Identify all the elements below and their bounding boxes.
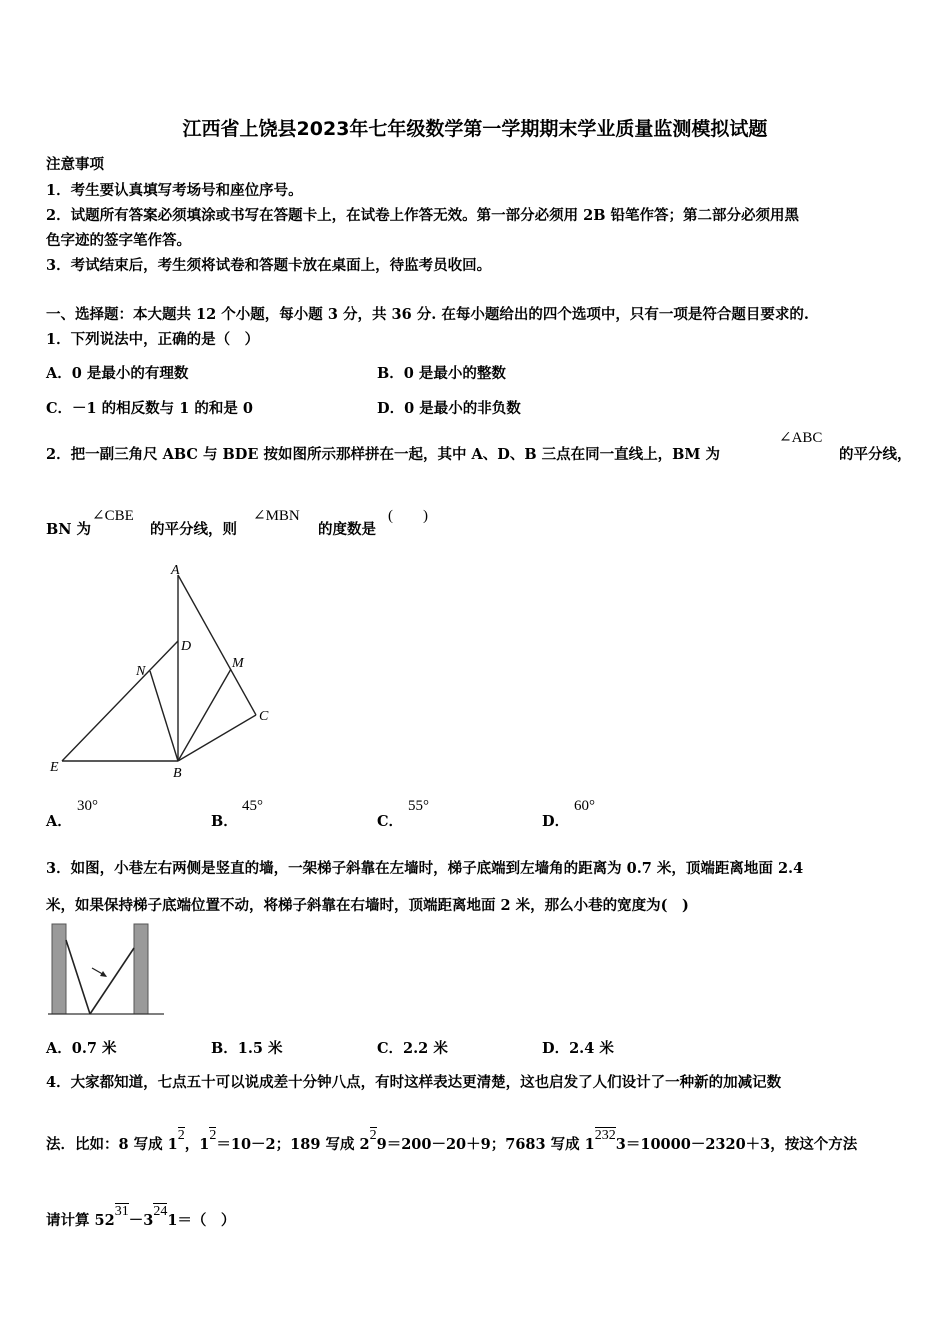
- notice-heading: 注意事项: [46, 156, 104, 173]
- q2-option-b-letter: B．: [211, 813, 238, 830]
- q3-option-c: C．2.2 米: [377, 1040, 448, 1057]
- overline-digit: 2: [209, 1128, 217, 1143]
- text-part: 法．比如：8 写成 1: [46, 1136, 178, 1153]
- question-4-line1: 4．大家都知道，七点五十可以说成差十分钟八点，有时这样表达更清楚，这也启发了人们设计了一种新的加减记数: [46, 1074, 782, 1091]
- text-part: 9＝200－20＋9；7683 写成 1: [376, 1136, 595, 1153]
- text-part: －3: [128, 1212, 154, 1229]
- q2-option-a-value: 30°: [77, 798, 98, 814]
- overline-digit: 2: [177, 1128, 185, 1143]
- label-n: N: [136, 664, 146, 679]
- q2-option-c-letter: C．: [377, 813, 404, 830]
- question-3-line1: 3．如图，小巷左右两侧是竖直的墙，一架梯子斜靠在左墙时，梯子底端到左墙角的距离为 0.7 米，顶端距离地面 2.4: [46, 860, 804, 877]
- left-wall: [52, 924, 66, 1014]
- right-wall: [134, 924, 148, 1014]
- page-title: 江西省上饶县2023年七年级数学第一学期期末学业质量监测模拟试题: [182, 118, 768, 140]
- q1-option-a: A．0 是最小的有理数: [46, 365, 189, 382]
- label-b: B: [173, 766, 182, 781]
- label-m: M: [232, 656, 244, 671]
- ladder-left: [66, 940, 90, 1014]
- notice-item: 2．试题所有答案必须填涂或书写在答题卡上，在试卷上作答无效。第一部分必须用 2B 铅笔作答；第二部分必须用黑: [46, 207, 800, 224]
- segment-bn: [150, 671, 178, 761]
- label-a: A: [171, 563, 180, 578]
- overline-digit: 2: [369, 1128, 377, 1143]
- q2-option-d-value: 60°: [574, 798, 595, 814]
- angle-mbn: ∠MBN: [253, 508, 300, 524]
- overline-digit: 232: [594, 1128, 616, 1143]
- segment-cb: [178, 715, 256, 761]
- label-d: D: [181, 639, 192, 654]
- q2-option-d-letter: D．: [542, 813, 570, 830]
- question-4-line3: [46, 1204, 236, 1230]
- arrow-head-icon: [100, 971, 107, 977]
- q3-option-a: A．0.7 米: [46, 1040, 117, 1057]
- section-heading: 一、选择题：本大题共 12 个小题，每小题 3 分，共 36 分. 在每小题给出的四个选项中，只有一项是符合题目要求的.: [46, 306, 809, 323]
- q1-option-b: B．0 是最小的整数: [377, 365, 506, 382]
- segment-bm: [178, 669, 231, 761]
- angle-cbe: ∠CBE: [92, 508, 134, 524]
- q1-option-c: C．－1 的相反数与 1 的和是 0: [46, 400, 253, 417]
- question-2-line2-end: 的度数是: [318, 521, 376, 538]
- answer-paren: ( ): [388, 508, 428, 524]
- angle-abc: ∠ABC: [779, 430, 823, 446]
- label-e: E: [50, 760, 59, 775]
- text-part: ＝10－2；189 写成 2: [216, 1136, 370, 1153]
- notice-item: 1．考生要认真填写考场号和座位序号。: [46, 182, 303, 199]
- q3-option-b: B．1.5 米: [211, 1040, 283, 1057]
- ladder-right: [90, 948, 134, 1014]
- text-part: ，1: [184, 1136, 210, 1153]
- q3-option-d: D．2.4 米: [542, 1040, 614, 1057]
- notice-item: 色字迹的签字笔作答。: [46, 232, 191, 249]
- segment-ed: [62, 641, 178, 761]
- question-2-line2: BN 为: [46, 521, 92, 538]
- q2-option-a-letter: A．: [46, 813, 72, 830]
- question-2-line1: 2．把一副三角尺 ABC 与 BDE 按如图所示那样拼在一起，其中 A、D、B 三点在同一直线上，BM 为: [46, 446, 721, 463]
- question-2-line2-mid: 的平分线，则: [150, 521, 237, 538]
- overline-digit: 31: [114, 1204, 129, 1219]
- text-part: 3＝10000－2320＋3，按这个方法: [615, 1136, 858, 1153]
- question-3-line2: 米，如果保持梯子底端位置不动，将梯子斜靠在右墙时，顶端距离地面 2 米，那么小巷的宽度为( ): [46, 897, 689, 914]
- text-part: 1＝（ ）: [167, 1212, 236, 1229]
- question-1-stem: 1．下列说法中，正确的是（ ）: [46, 331, 260, 348]
- q2-option-c-value: 55°: [408, 798, 429, 814]
- question-4-line2: [46, 1128, 858, 1154]
- question-2-line1-end: 的平分线，: [839, 446, 912, 463]
- q2-option-b-value: 45°: [242, 798, 263, 814]
- alley-ladder-figure: [44, 920, 168, 1018]
- overline-digit: 24: [153, 1204, 168, 1219]
- triangle-figure: [40, 555, 280, 785]
- label-c: C: [259, 709, 269, 724]
- text-part: 请计算 52: [46, 1212, 115, 1229]
- notice-item: 3．考试结束后，考生须将试卷和答题卡放在桌面上，待监考员收回。: [46, 257, 492, 274]
- q1-option-d: D．0 是最小的非负数: [377, 400, 521, 417]
